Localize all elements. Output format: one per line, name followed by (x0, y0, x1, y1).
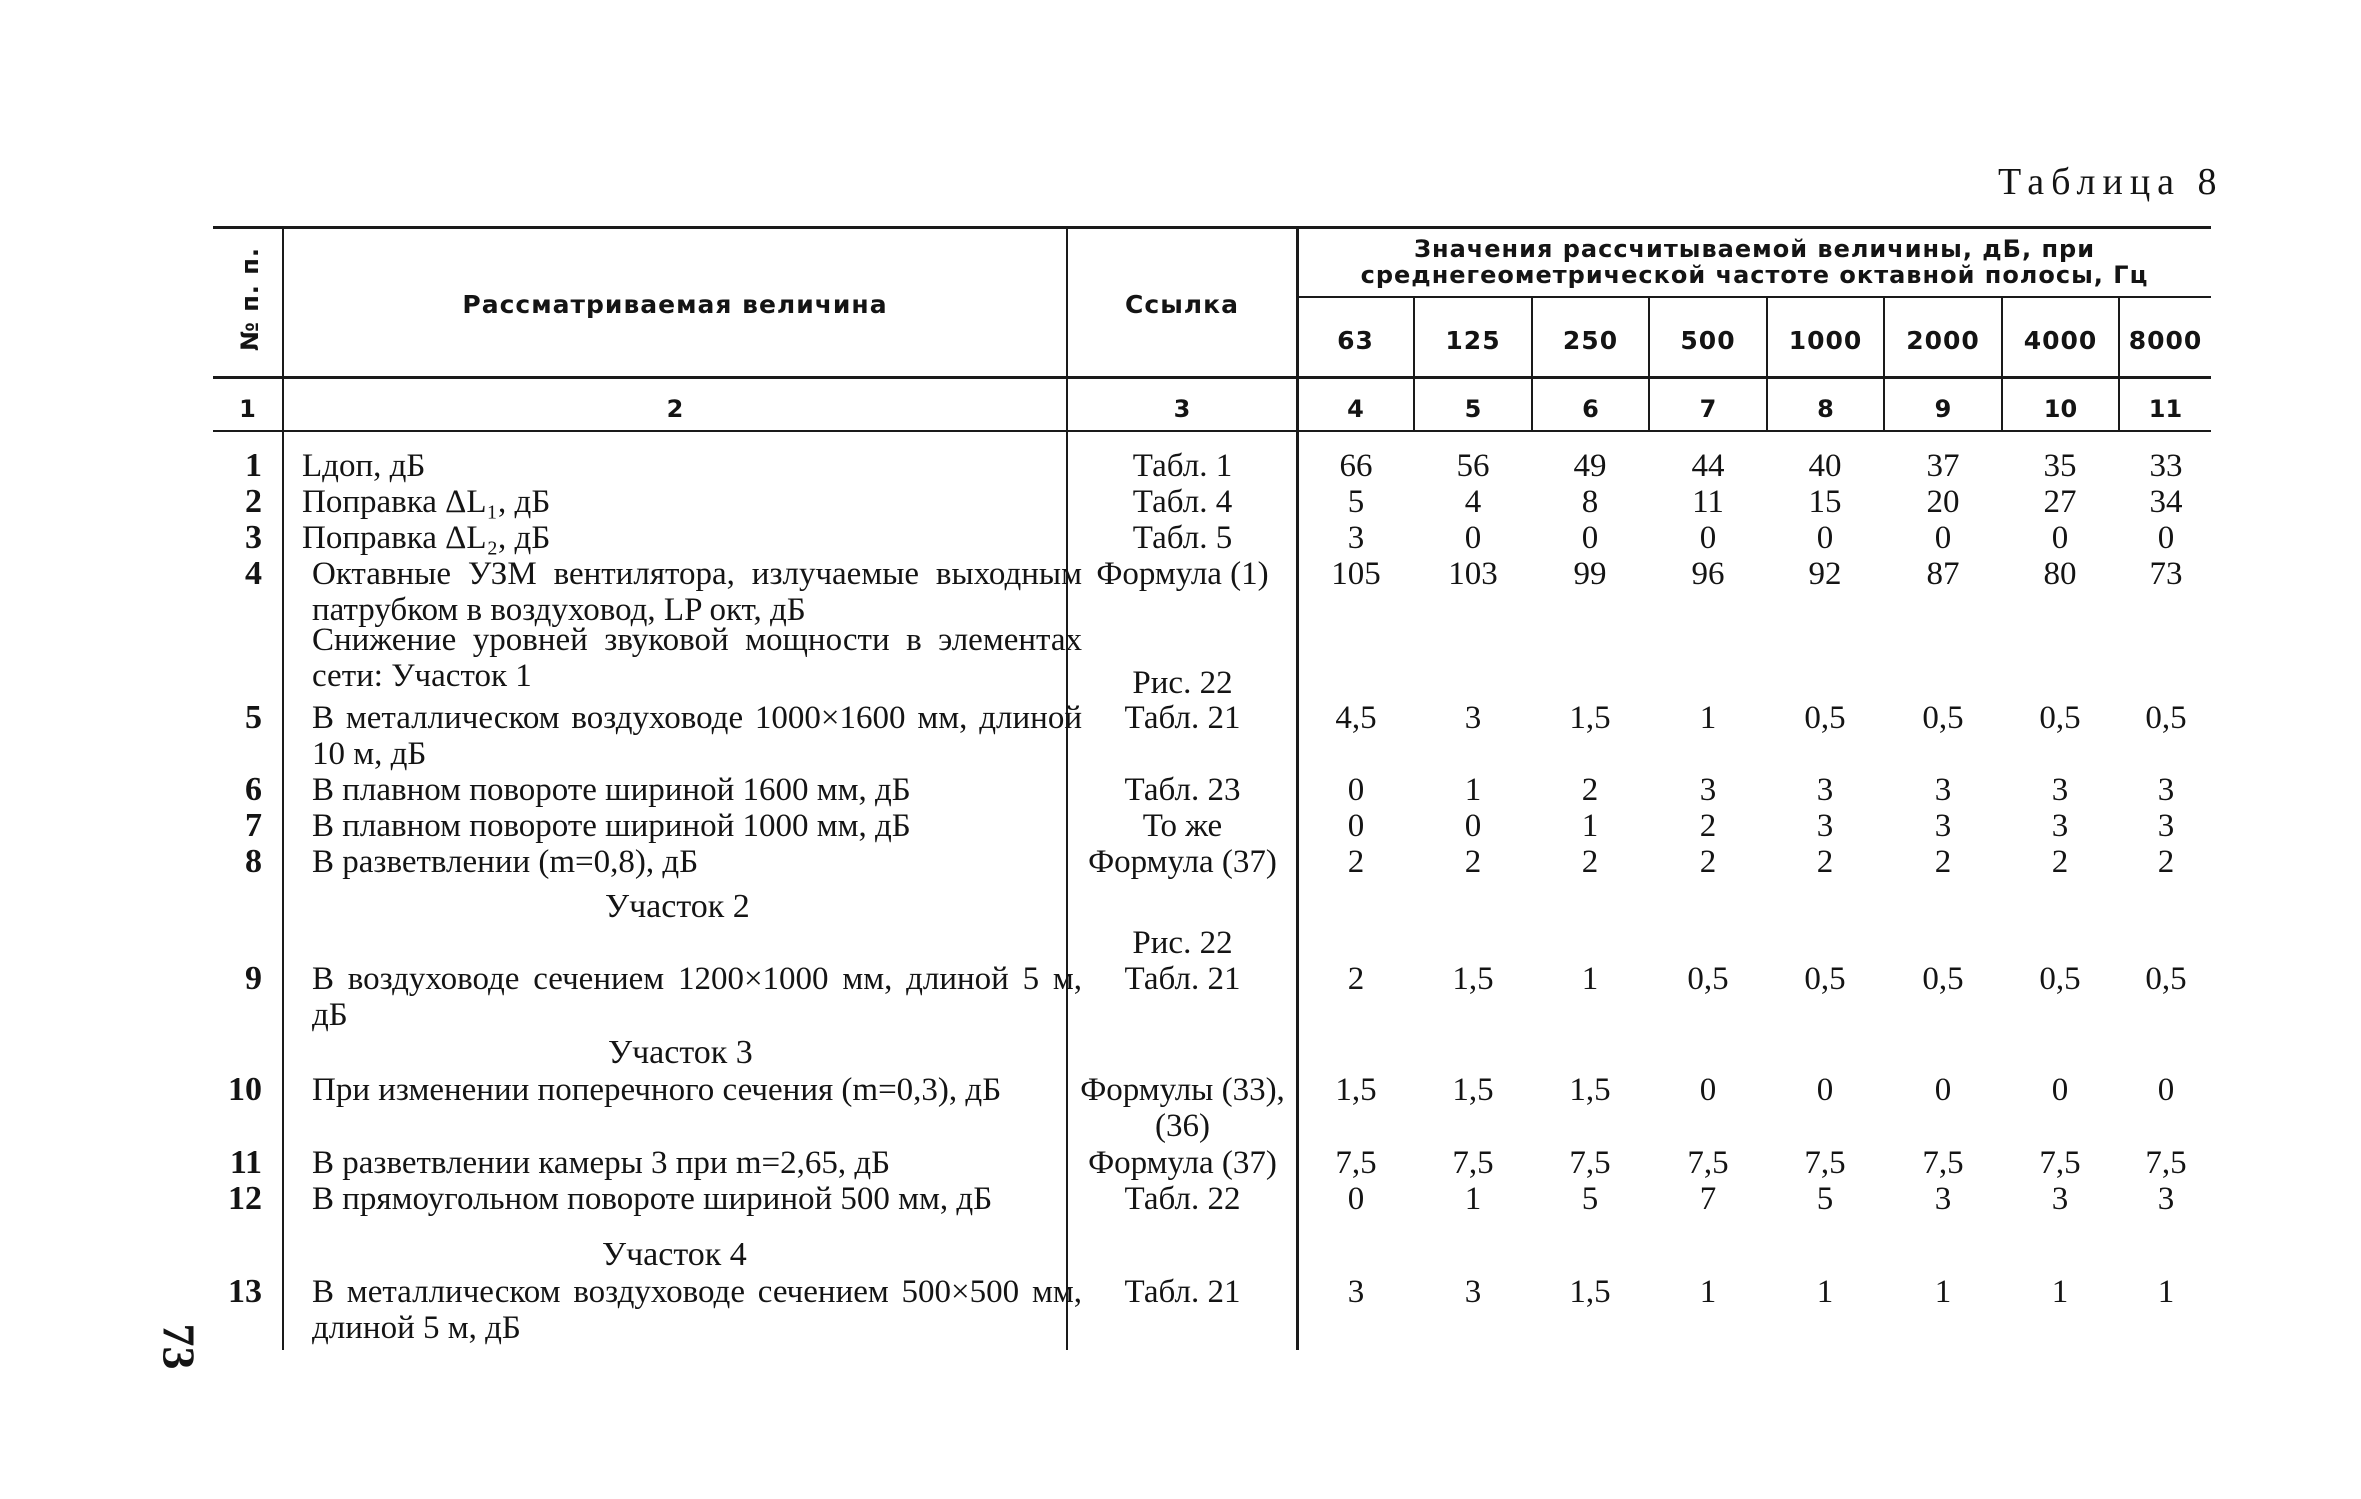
row-reference: Табл. 4 (1132, 484, 1233, 520)
row-value-1000: 0 (1816, 1072, 1834, 1108)
row-value-63: 5 (1347, 484, 1365, 520)
row-value-500: 1 (1699, 1274, 1717, 1310)
row-value-1000: 1 (1816, 1274, 1834, 1310)
row-number: 3 (245, 519, 262, 556)
colnum-4: 4 (1347, 395, 1364, 423)
row-value-2000: 0 (1934, 520, 1952, 556)
colnum-9: 9 (1934, 395, 1952, 423)
row-description: В разветвлении (m=0,8), дБ (312, 844, 699, 880)
row-value-1000: 2 (1816, 844, 1834, 880)
row-value-4000: 7,5 (2039, 1145, 2081, 1181)
row-description: В прямоугольном повороте шириной 500 мм, дБ (312, 1181, 993, 1217)
row-number: 10 (228, 1071, 262, 1108)
row-value-125: 3 (1464, 1274, 1482, 1310)
row-value-2000: 0 (1934, 1072, 1952, 1108)
freq-250: 250 (1562, 326, 1619, 355)
row-number: 12 (228, 1180, 262, 1217)
subsection-4: Участок 4 (602, 1236, 747, 1273)
colnum-1: 1 (239, 395, 256, 423)
row-value-1000: 5 (1816, 1181, 1834, 1217)
row-value-8000: 0,5 (2145, 961, 2187, 997)
colnum-3: 3 (1173, 395, 1191, 423)
row-value-8000: 3 (2157, 772, 2175, 808)
row-reference: Табл. 21 (1124, 961, 1241, 997)
row-value-8000: 0,5 (2145, 700, 2187, 736)
row-value-125: 2 (1464, 844, 1482, 880)
row-value-63: 1,5 (1335, 1072, 1377, 1108)
colnum-8: 8 (1817, 395, 1834, 423)
row-number: 5 (245, 699, 262, 736)
row-value-125: 4 (1464, 484, 1482, 520)
row-value-1000: 15 (1808, 484, 1842, 520)
row-value-1000: 3 (1816, 808, 1834, 844)
row-value-4000: 0,5 (2039, 961, 2081, 997)
table-title: Таблица 8 (1998, 161, 2224, 203)
row-value-250: 49 (1573, 448, 1607, 484)
page-number: 73 (153, 1323, 205, 1370)
row-description: В металлическом воздуховоде 1000×1600 мм, длиной 10 м, дБ (312, 700, 1082, 772)
row-value-125: 1,5 (1452, 1072, 1494, 1108)
section-heading-1: Снижение уровней звуковой мощности в элементах сети: Участок 1 (312, 622, 1082, 694)
colnum-7: 7 (1699, 395, 1717, 423)
row-reference: Табл. 22 (1124, 1181, 1241, 1217)
row-value-125: 3 (1464, 700, 1482, 736)
colnum-5: 5 (1464, 395, 1482, 423)
header-values-group-line1: Значения рассчитываемой величины, дБ, при (1413, 235, 2096, 263)
row-value-500: 96 (1691, 556, 1725, 592)
freq-125: 125 (1445, 326, 1501, 355)
row-value-125: 1 (1464, 772, 1482, 808)
row-description: В металлическом воздуховоде сечением 500×500 мм, длиной 5 м, дБ (312, 1274, 1082, 1346)
row-description: Поправка ΔL₂, дБ (302, 520, 551, 556)
row-value-2000: 3 (1934, 808, 1952, 844)
row-value-125: 1,5 (1452, 961, 1494, 997)
row-value-2000: 0,5 (1922, 700, 1964, 736)
row-value-125: 0 (1464, 520, 1482, 556)
row-value-8000: 3 (2157, 808, 2175, 844)
row-value-125: 7,5 (1452, 1145, 1494, 1181)
row-number: 4 (245, 555, 262, 592)
row-value-250: 1,5 (1569, 700, 1611, 736)
row-value-1000: 40 (1808, 448, 1842, 484)
row-number: 7 (245, 807, 262, 844)
row-value-125: 1 (1464, 1181, 1482, 1217)
row-value-8000: 73 (2149, 556, 2183, 592)
row-number: 13 (228, 1273, 262, 1310)
row-value-250: 0 (1581, 520, 1599, 556)
row-value-63: 105 (1331, 556, 1381, 592)
row-value-8000: 33 (2149, 448, 2183, 484)
row-value-500: 1 (1699, 700, 1717, 736)
row-value-4000: 3 (2051, 808, 2069, 844)
freq-2000: 2000 (1906, 326, 1980, 355)
row-value-500: 2 (1699, 844, 1717, 880)
row-value-4000: 80 (2043, 556, 2077, 592)
row-description: Октавные УЗМ вентилятора, излучаемые выходным патрубком в воздуховод, LP окт, дБ (312, 556, 1082, 628)
row-value-8000: 0 (2157, 1072, 2175, 1108)
row-number: 1 (245, 447, 262, 484)
row-value-1000: 0 (1816, 520, 1834, 556)
row-value-4000: 3 (2051, 772, 2069, 808)
freq-63: 63 (1337, 326, 1374, 355)
row-number: 6 (245, 771, 262, 808)
freq-1000: 1000 (1788, 326, 1863, 355)
row-reference: Формула (1) (1096, 556, 1269, 592)
row-value-63: 4,5 (1335, 700, 1377, 736)
row-value-250: 1 (1581, 961, 1599, 997)
colnum-11: 11 (2148, 395, 2183, 423)
row-value-250: 1,5 (1569, 1274, 1611, 1310)
row-value-1000: 7,5 (1804, 1145, 1846, 1181)
row-description: Lдоп, дБ (302, 448, 426, 484)
row-value-63: 2 (1347, 844, 1365, 880)
row-value-500: 44 (1691, 448, 1725, 484)
row-value-2000: 37 (1926, 448, 1960, 484)
row-value-8000: 7,5 (2145, 1145, 2187, 1181)
row-value-500: 11 (1692, 484, 1724, 520)
row-value-8000: 2 (2157, 844, 2175, 880)
header-quantity: Рассматриваемая величина (462, 290, 888, 319)
row-value-500: 2 (1699, 808, 1717, 844)
row-value-8000: 34 (2149, 484, 2183, 520)
row-value-4000: 0 (2051, 1072, 2069, 1108)
colnum-6: 6 (1582, 395, 1599, 423)
row-value-63: 3 (1347, 1274, 1365, 1310)
row-number: 9 (245, 960, 262, 997)
row-value-63: 66 (1339, 448, 1373, 484)
row-description: В плавном повороте шириной 1000 мм, дБ (312, 808, 911, 844)
row-value-4000: 0,5 (2039, 700, 2081, 736)
row-value-250: 2 (1581, 844, 1599, 880)
row-value-8000: 3 (2157, 1181, 2175, 1217)
row-value-2000: 2 (1934, 844, 1952, 880)
row-reference: Формула (37) (1088, 1145, 1277, 1181)
row-description: В воздуховоде сечением 1200×1000 мм, длиной 5 м, дБ (312, 961, 1082, 1033)
row-description: В плавном повороте шириной 1600 мм, дБ (312, 772, 911, 808)
row-value-500: 0 (1699, 1072, 1717, 1108)
row-value-2000: 87 (1926, 556, 1960, 592)
row-value-4000: 1 (2051, 1274, 2069, 1310)
freq-4000: 4000 (2023, 326, 2098, 355)
row-value-4000: 27 (2043, 484, 2077, 520)
row-reference: То же (1142, 808, 1223, 844)
row-value-1000: 3 (1816, 772, 1834, 808)
row-value-250: 5 (1581, 1181, 1599, 1217)
row-value-125: 0 (1464, 808, 1482, 844)
row-description: При изменении поперечного сечения (m=0,3), дБ (312, 1072, 1002, 1108)
row-value-125: 56 (1456, 448, 1490, 484)
row-reference: Табл. 21 (1124, 1274, 1241, 1310)
row-value-250: 7,5 (1569, 1145, 1611, 1181)
row-value-500: 7 (1699, 1181, 1717, 1217)
row-value-1000: 0,5 (1804, 961, 1846, 997)
row-number: 2 (245, 483, 262, 520)
subsection-3: Участок 3 (608, 1034, 753, 1071)
row-value-1000: 0,5 (1804, 700, 1846, 736)
row-value-4000: 35 (2043, 448, 2077, 484)
row-value-8000: 0 (2157, 520, 2175, 556)
row-value-250: 99 (1573, 556, 1607, 592)
row-reference: Формула (37) (1088, 844, 1277, 880)
colnum-2: 2 (666, 395, 684, 423)
row-description: Поправка ΔL₁, дБ (302, 484, 551, 520)
row-value-250: 1,5 (1569, 1072, 1611, 1108)
row-value-63: 2 (1347, 961, 1365, 997)
row-reference: Формулы (33), (36) (1080, 1072, 1285, 1144)
table-top-rule (213, 226, 2211, 229)
row-description: В разветвлении камеры 3 при m=2,65, дБ (312, 1145, 891, 1181)
row-reference: Табл. 1 (1132, 448, 1233, 484)
row-value-500: 3 (1699, 772, 1717, 808)
row-reference: Табл. 5 (1132, 520, 1233, 556)
row-value-2000: 3 (1934, 1181, 1952, 1217)
row-value-2000: 7,5 (1922, 1145, 1964, 1181)
row-value-63: 0 (1347, 772, 1365, 808)
header-values-group-line2: среднегеометрической частоте октавной полосы, Гц (1360, 261, 2149, 289)
row-number: 8 (245, 843, 262, 880)
values-group-rule (1298, 296, 2211, 298)
row-value-8000: 1 (2157, 1274, 2175, 1310)
subsection-2-ref: Рис. 22 (1132, 925, 1233, 961)
header-bottom-rule (213, 376, 2211, 379)
row-value-250: 8 (1581, 484, 1599, 520)
header-num: № п. п. (236, 247, 264, 351)
row-value-1000: 92 (1808, 556, 1842, 592)
row-value-63: 3 (1347, 520, 1365, 556)
row-value-63: 0 (1347, 1181, 1365, 1217)
row-reference: Табл. 21 (1124, 700, 1241, 736)
row-value-250: 1 (1581, 808, 1599, 844)
row-value-4000: 2 (2051, 844, 2069, 880)
colnum-bottom-rule (213, 430, 2211, 432)
row-value-4000: 0 (2051, 520, 2069, 556)
row-value-4000: 3 (2051, 1181, 2069, 1217)
row-reference: Табл. 23 (1124, 772, 1241, 808)
section-ref-1: Рис. 22 (1132, 665, 1233, 701)
row-value-250: 2 (1581, 772, 1599, 808)
row-value-500: 7,5 (1687, 1145, 1729, 1181)
row-value-125: 103 (1448, 556, 1498, 592)
header-reference: Ссылка (1125, 290, 1239, 319)
row-value-63: 0 (1347, 808, 1365, 844)
row-value-500: 0,5 (1687, 961, 1729, 997)
row-value-2000: 3 (1934, 772, 1952, 808)
row-value-2000: 20 (1926, 484, 1960, 520)
row-value-63: 7,5 (1335, 1145, 1377, 1181)
subsection-2: Участок 2 (605, 888, 750, 925)
row-value-2000: 0,5 (1922, 961, 1964, 997)
row-number: 11 (229, 1144, 262, 1181)
freq-8000: 8000 (2128, 326, 2203, 355)
freq-500: 500 (1680, 326, 1736, 355)
row-value-2000: 1 (1934, 1274, 1952, 1310)
row-value-500: 0 (1699, 520, 1717, 556)
colnum-10: 10 (2043, 395, 2078, 423)
